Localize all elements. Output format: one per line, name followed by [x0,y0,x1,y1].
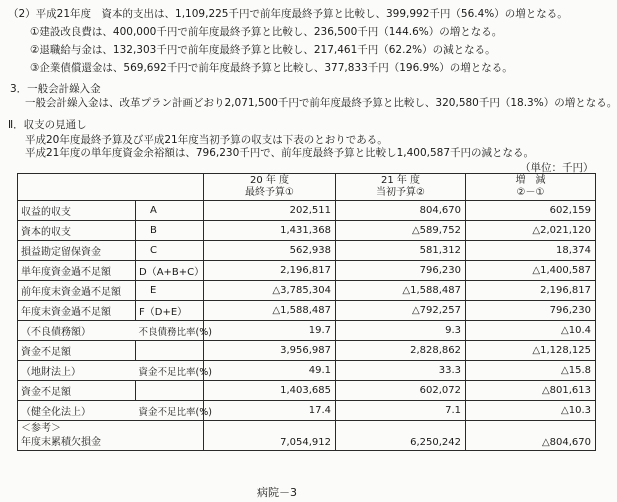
table-row [18,341,596,361]
header-col-1: 20 年 度 最終予算① [204,174,336,201]
cell-value: △1,588,487 [336,281,466,301]
cell-value: △1,588,487 [204,301,336,321]
header-col-3: 増 減 ②－① [466,174,596,201]
cell-value: 1,403,685 [204,381,336,401]
table-row [18,401,596,421]
row-sublabel: 資金不足比率(%) [136,361,204,381]
row-label: 年度末資金過不足額 [18,301,136,321]
text-line-3: ②退職給与金は、132,303千円で前年度最終予算と比較し、217,461千円（62.2%）の減となる。 [30,44,496,56]
row-label: 資金不足額 [18,341,136,361]
cell-value: △10.3 [466,401,596,421]
cell-value: △801,613 [466,381,596,401]
row-sublabel: 不良債務比率(%) [136,321,204,341]
table-row [18,321,596,341]
cell-value: 581,312 [336,241,466,261]
text-line-9: 平成21年度の単年度資金余裕額は、796,230千円で、前年度最終予算と比較し1,400,587千円の減となる。 [25,147,535,159]
row-label: （健全化法上） [18,401,136,421]
row-code: F（D+E） [136,301,204,321]
cell-value: 7,054,912 [204,421,336,451]
cell-value: 804,670 [336,201,466,221]
cell-value: 2,196,817 [466,281,596,301]
cell-value: 18,374 [466,241,596,261]
accumulated-deficit-label: 年度末累積欠損金 [21,437,101,448]
row-label: （地財法上） [18,361,136,381]
cell-value: △792,257 [336,301,466,321]
row-code: D（A+B+C） [136,261,204,281]
row-label-reference [18,421,204,451]
table-row [18,301,596,321]
table-row [18,421,596,451]
header-blank [18,174,204,201]
section-heading-II: Ⅱ．収支の見通し [8,119,87,131]
budget-table [17,173,595,451]
cell-value: 1,431,368 [204,221,336,241]
table-row [18,241,596,261]
text-line-6: 一般会計繰入金は、改革プラン計画どおり2,071,500千円で前年度最終予算と比較し、320,580千円（18.3%）の増となる。 [25,97,617,109]
section-heading-3: 3．一般会計繰入金 [10,83,101,95]
table-row [18,221,596,241]
text-line-2: ①建設改良費は、400,000千円で前年度最終予算と比較し、236,500千円（144.6%）の増となる。 [30,26,503,38]
row-code [136,341,204,361]
cell-value: 602,159 [466,201,596,221]
table-row [18,281,596,301]
cell-value: △804,670 [466,421,596,451]
table-header-row [18,174,596,201]
row-code: B [136,221,204,241]
text-line-8: 平成20年度最終予算及び平成21年度当初予算の収支は下表のとおりである。 [25,134,388,146]
cell-value: 562,938 [204,241,336,261]
row-code: A [136,201,204,221]
cell-value: △15.8 [466,361,596,381]
row-label: 単年度資金過不足額 [18,261,136,281]
cell-value: 33.3 [336,361,466,381]
cell-value: △10.4 [466,321,596,341]
row-code: E [136,281,204,301]
page-footer: 病院－3 [257,486,297,499]
row-label: 収益的収支 [18,201,136,221]
cell-value: 602,072 [336,381,466,401]
cell-value: 796,230 [336,261,466,281]
cell-value: 3,956,987 [204,341,336,361]
cell-value: 17.4 [204,401,336,421]
text-line-1: （2）平成21年度 資本的支出は、1,109,225千円で前年度最終予算と比較し、399,992千円（56.4%）の増となる。 [8,8,568,20]
cell-value: 7.1 [336,401,466,421]
table-row [18,201,596,221]
cell-value: △1,400,587 [466,261,596,281]
cell-value: △1,128,125 [466,341,596,361]
cell-value: 796,230 [466,301,596,321]
cell-value: △3,785,304 [204,281,336,301]
cell-value: 6,250,242 [336,421,466,451]
cell-value: △589,752 [336,221,466,241]
row-label: 損益勘定留保資金 [18,241,136,261]
cell-value: 2,828,862 [336,341,466,361]
row-code: C [136,241,204,261]
unit-label: （単位：千円） [520,162,594,174]
row-code [136,381,204,401]
cell-value: 202,511 [204,201,336,221]
row-label: 資本的収支 [18,221,136,241]
row-label: （不良債務額） [18,321,136,341]
table-row [18,261,596,281]
cell-value: 9.3 [336,321,466,341]
row-label: 前年度末資金過不足額 [18,281,136,301]
table-row [18,361,596,381]
cell-value: 19.7 [204,321,336,341]
cell-value: △2,021,120 [466,221,596,241]
table-row [18,381,596,401]
header-col-2: 21 年 度 当初予算② [336,174,466,201]
text-line-4: ③企業債償還金は、569,692千円で前年度最終予算と比較し、377,833千円（196.9%）の増となる。 [30,62,513,74]
reference-label: ＜参考＞ [21,423,61,434]
cell-value: 2,196,817 [204,261,336,281]
row-label: 資金不足額 [18,381,136,401]
cell-value: 49.1 [204,361,336,381]
row-sublabel: 資金不足比率(%) [136,401,204,421]
